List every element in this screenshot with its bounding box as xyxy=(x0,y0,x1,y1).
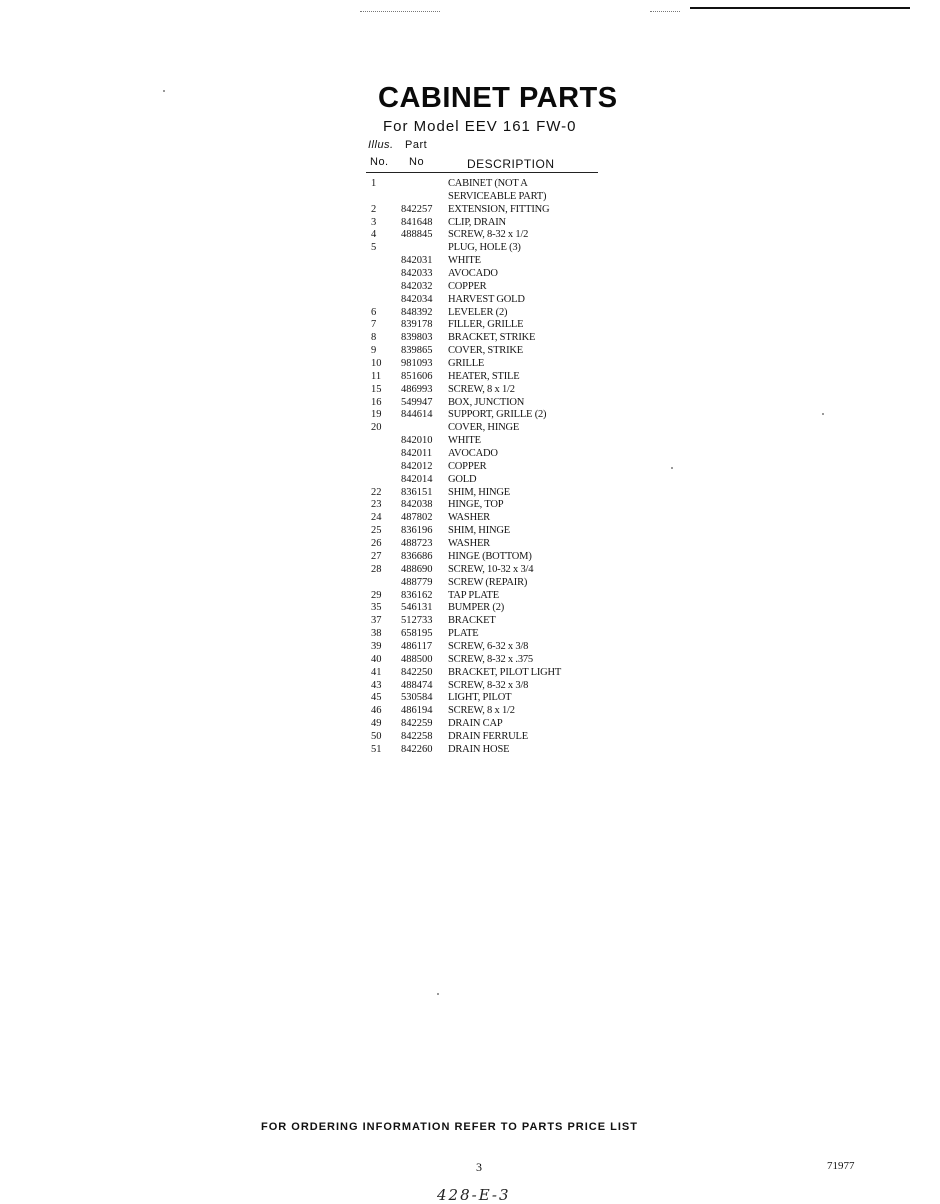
part-description: CLIP, DRAIN xyxy=(448,216,506,228)
illus-number xyxy=(367,255,401,268)
illus-number: 43 xyxy=(371,679,382,691)
illus-number xyxy=(367,448,401,461)
header-illus: Illus. xyxy=(368,139,394,151)
part-number: 546131 xyxy=(401,602,433,614)
part-number: 842258 xyxy=(401,730,433,742)
illus-number: 46 xyxy=(371,705,382,717)
list-item xyxy=(367,577,607,590)
part-description: BUMPER (2) xyxy=(448,602,505,614)
part-number: 549947 xyxy=(401,396,433,408)
list-item xyxy=(367,384,607,397)
part-number: 487802 xyxy=(401,512,433,524)
part-description: SCREW, 8-32 x .375 xyxy=(448,653,533,665)
illus-number: 3 xyxy=(371,216,377,228)
header-no: No. xyxy=(370,156,389,168)
illus-number: 5 xyxy=(371,242,377,254)
illus-number xyxy=(367,435,401,448)
illus-number xyxy=(367,281,401,294)
list-item xyxy=(367,602,607,615)
header-part-no: No xyxy=(409,156,425,168)
part-description: SCREW, 8 x 1/2 xyxy=(448,705,515,717)
part-description: TAP PLATE xyxy=(448,589,499,601)
part-number: 839865 xyxy=(401,345,433,357)
illus-number: 24 xyxy=(371,512,382,524)
illus-number: 28 xyxy=(371,563,382,575)
part-number xyxy=(401,191,448,204)
illus-number xyxy=(367,461,401,474)
illus-number: 37 xyxy=(371,615,382,627)
handwritten-note: 428-E-3 xyxy=(437,1186,511,1204)
part-number: 842033 xyxy=(401,268,433,280)
list-item xyxy=(367,191,607,204)
part-number: 842032 xyxy=(401,280,433,292)
part-number: 488779 xyxy=(401,576,433,588)
part-description: HEATER, STILE xyxy=(448,370,520,382)
part-number: 486194 xyxy=(401,705,433,717)
list-item xyxy=(367,307,607,320)
list-item xyxy=(367,667,607,680)
part-number: 836162 xyxy=(401,589,433,601)
illus-number: 51 xyxy=(371,743,382,755)
part-number: 836196 xyxy=(401,525,433,537)
illus-number xyxy=(367,268,401,281)
part-number: 488474 xyxy=(401,679,433,691)
part-number: 842031 xyxy=(401,255,433,267)
part-number: 486117 xyxy=(401,640,433,652)
ordering-footer: FOR ORDERING INFORMATION REFER TO PARTS PRICE LIST xyxy=(261,1121,638,1133)
list-item xyxy=(367,178,607,191)
illus-number: 27 xyxy=(371,550,382,562)
part-description: GOLD xyxy=(448,473,477,485)
header-divider xyxy=(366,172,598,173)
illus-number: 16 xyxy=(371,396,382,408)
part-number: 488500 xyxy=(401,653,433,665)
part-description: SUPPORT, GRILLE (2) xyxy=(448,409,547,421)
illus-number: 7 xyxy=(371,319,377,331)
illus-number xyxy=(367,191,401,204)
list-item xyxy=(367,217,607,230)
part-description: SCREW, 8 x 1/2 xyxy=(448,383,515,395)
illus-number: 1 xyxy=(371,178,377,189)
list-item xyxy=(367,680,607,693)
part-description: COPPER xyxy=(448,280,487,292)
list-item xyxy=(367,731,607,744)
list-item xyxy=(367,332,607,345)
scan-speck xyxy=(671,467,673,469)
list-item xyxy=(367,448,607,461)
part-description: BRACKET, PILOT LIGHT xyxy=(448,666,562,678)
part-description: AVOCADO xyxy=(448,448,498,460)
part-number: 981093 xyxy=(401,358,433,370)
list-item xyxy=(367,615,607,628)
part-description: HINGE, TOP xyxy=(448,499,504,511)
part-number xyxy=(401,422,448,435)
part-description: COVER, HINGE xyxy=(448,422,520,434)
list-item xyxy=(367,744,607,757)
list-item xyxy=(367,281,607,294)
part-number: 836686 xyxy=(401,550,433,562)
list-item xyxy=(367,461,607,474)
list-item xyxy=(367,204,607,217)
part-number: 842260 xyxy=(401,743,433,755)
part-number: 488690 xyxy=(401,563,433,575)
part-number: 848392 xyxy=(401,306,433,318)
part-description: SCREW, 6-32 x 3/8 xyxy=(448,640,529,652)
part-description: COPPER xyxy=(448,460,487,472)
part-description: COVER, STRIKE xyxy=(448,345,523,357)
illus-number: 8 xyxy=(371,332,377,344)
list-item xyxy=(367,397,607,410)
list-item xyxy=(367,512,607,525)
list-item xyxy=(367,538,607,551)
part-description: WASHER xyxy=(448,538,490,550)
part-description: SCREW, 8-32 x 3/8 xyxy=(448,679,529,691)
illus-number: 49 xyxy=(371,718,382,730)
list-item xyxy=(367,499,607,512)
scan-edge-line xyxy=(690,7,910,9)
part-description: SCREW (REPAIR) xyxy=(448,576,528,588)
part-description: EXTENSION, FITTING xyxy=(448,203,550,215)
part-number: 851606 xyxy=(401,370,433,382)
part-number: 841648 xyxy=(401,216,433,228)
part-description: BRACKET, STRIKE xyxy=(448,332,536,344)
part-number: 839803 xyxy=(401,332,433,344)
part-number xyxy=(401,242,448,255)
part-number: 842259 xyxy=(401,718,433,730)
list-item xyxy=(367,551,607,564)
illus-number: 38 xyxy=(371,628,382,640)
part-number: 842012 xyxy=(401,460,433,472)
part-description: WASHER xyxy=(448,512,490,524)
list-item xyxy=(367,422,607,435)
illus-number xyxy=(367,474,401,487)
illus-number: 11 xyxy=(371,370,382,382)
illus-number: 4 xyxy=(371,229,377,241)
part-number: 836151 xyxy=(401,486,433,498)
illus-number: 45 xyxy=(371,692,382,704)
part-description: DRAIN CAP xyxy=(448,718,503,730)
part-number: 842011 xyxy=(401,448,433,460)
part-description: SCREW, 8-32 x 1/2 xyxy=(448,229,529,241)
part-number: 842014 xyxy=(401,473,433,485)
part-number: 530584 xyxy=(401,692,433,704)
illus-number: 10 xyxy=(371,358,382,370)
parts-list xyxy=(367,178,607,757)
list-item xyxy=(367,268,607,281)
part-number: 488723 xyxy=(401,538,433,550)
part-description: LEVELER (2) xyxy=(448,306,508,318)
illus-number: 26 xyxy=(371,538,382,550)
list-item xyxy=(367,409,607,422)
illus-number: 50 xyxy=(371,730,382,742)
illus-number: 25 xyxy=(371,525,382,537)
list-item xyxy=(367,371,607,384)
list-item xyxy=(367,474,607,487)
part-number: 486993 xyxy=(401,383,433,395)
part-description: SERVICEABLE PART) xyxy=(448,190,547,202)
illus-number: 41 xyxy=(371,666,382,678)
part-description: FILLER, GRILLE xyxy=(448,319,524,331)
list-item xyxy=(367,525,607,538)
part-description: HARVEST GOLD xyxy=(448,293,525,305)
part-number: 488845 xyxy=(401,229,433,241)
illus-number: 23 xyxy=(371,499,382,511)
list-item xyxy=(367,358,607,371)
part-description: DRAIN FERRULE xyxy=(448,730,528,742)
part-number: 842034 xyxy=(401,293,433,305)
part-description: WHITE xyxy=(448,435,481,447)
illus-number: 6 xyxy=(371,306,377,318)
part-description: AVOCADO xyxy=(448,268,498,280)
part-description: WHITE xyxy=(448,255,481,267)
list-item xyxy=(367,345,607,358)
illus-number xyxy=(367,294,401,307)
part-description: LIGHT, PILOT xyxy=(448,692,512,704)
list-item xyxy=(367,435,607,448)
scan-speck xyxy=(163,90,165,92)
scan-speck xyxy=(822,413,824,415)
page-title: CABINET PARTS xyxy=(378,82,618,114)
list-item xyxy=(367,487,607,500)
list-item xyxy=(367,718,607,731)
part-description: CABINET (NOT A xyxy=(448,178,528,189)
list-item xyxy=(367,255,607,268)
part-description: PLUG, HOLE (3) xyxy=(448,242,521,254)
part-number: 842250 xyxy=(401,666,433,678)
illus-number: 39 xyxy=(371,640,382,652)
illus-number: 2 xyxy=(371,203,377,215)
part-description: SHIM, HINGE xyxy=(448,525,510,537)
part-number: 512733 xyxy=(401,615,433,627)
page-number: 3 xyxy=(476,1160,482,1174)
illus-number: 20 xyxy=(371,422,382,434)
illus-number: 35 xyxy=(371,602,382,614)
part-description: PLATE xyxy=(448,628,479,640)
list-item xyxy=(367,319,607,332)
list-item xyxy=(367,692,607,705)
illus-number: 15 xyxy=(371,383,382,395)
list-item xyxy=(367,229,607,242)
illus-number: 9 xyxy=(371,345,377,357)
list-item xyxy=(367,564,607,577)
part-description: BRACKET xyxy=(448,615,496,627)
part-number xyxy=(401,178,448,191)
scan-speck xyxy=(437,993,439,995)
part-description: DRAIN HOSE xyxy=(448,743,510,755)
part-description: SHIM, HINGE xyxy=(448,486,510,498)
list-item xyxy=(367,705,607,718)
part-number: 839178 xyxy=(401,319,433,331)
part-description: BOX, JUNCTION xyxy=(448,396,525,408)
part-number: 844614 xyxy=(401,409,433,421)
part-description: SCREW, 10-32 x 3/4 xyxy=(448,563,534,575)
part-number: 842257 xyxy=(401,203,433,215)
header-description: DESCRIPTION xyxy=(467,157,555,171)
model-subtitle: For Model EEV 161 FW-0 xyxy=(383,118,577,135)
document-number: 71977 xyxy=(827,1160,855,1172)
scan-dots xyxy=(360,11,440,13)
illus-number: 40 xyxy=(371,653,382,665)
illus-number: 22 xyxy=(371,486,382,498)
illus-number: 19 xyxy=(371,409,382,421)
list-item xyxy=(367,294,607,307)
list-item xyxy=(367,628,607,641)
illus-number: 29 xyxy=(371,589,382,601)
header-part: Part xyxy=(405,139,428,151)
list-item xyxy=(367,242,607,255)
part-number: 842010 xyxy=(401,435,433,447)
scan-dots xyxy=(650,11,680,13)
list-item xyxy=(367,590,607,603)
part-number: 842038 xyxy=(401,499,433,511)
part-description: HINGE (BOTTOM) xyxy=(448,550,532,562)
list-item xyxy=(367,654,607,667)
list-item xyxy=(367,641,607,654)
part-number: 658195 xyxy=(401,628,433,640)
part-description: GRILLE xyxy=(448,358,485,370)
illus-number xyxy=(367,577,401,590)
